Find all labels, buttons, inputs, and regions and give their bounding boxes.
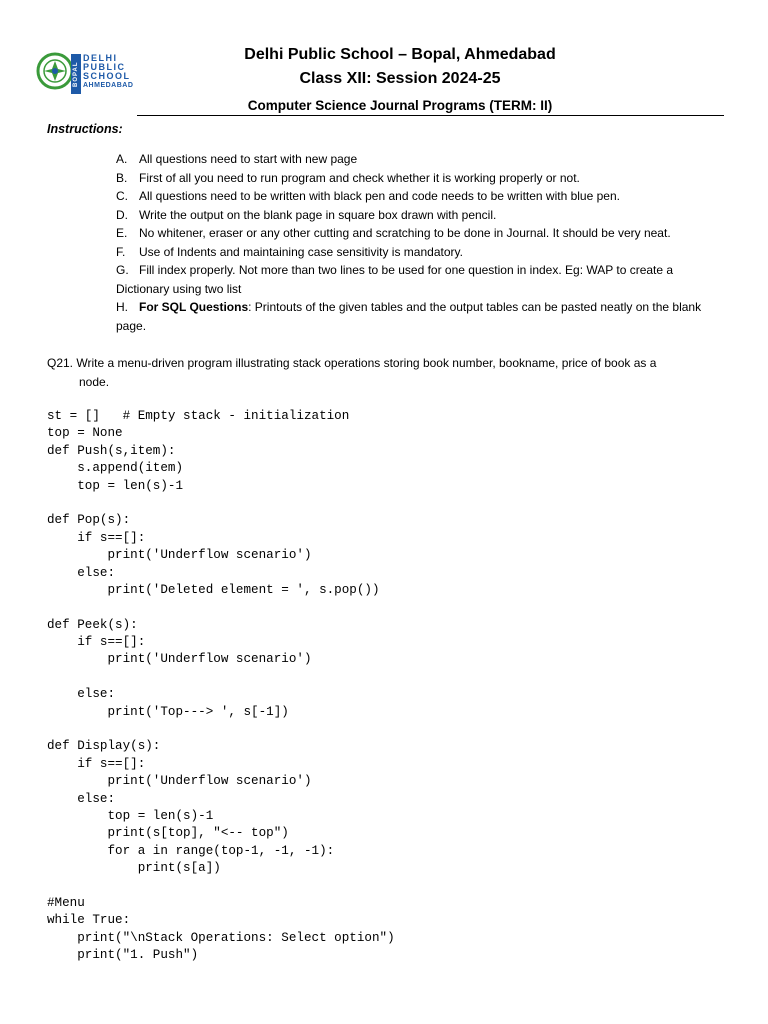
- page-header: [150, 44, 650, 118]
- instruction-letter: B.: [116, 170, 128, 185]
- instruction-letter: F.: [116, 244, 126, 259]
- instruction-text: All questions need to start with new page: [139, 152, 358, 166]
- instruction-text: Write the output on the blank page in square box drawn with pencil.: [139, 207, 497, 222]
- logo-line-2: PUBLIC: [83, 62, 126, 72]
- question-text: [47, 354, 727, 392]
- instruction-letter: A.: [116, 152, 128, 166]
- code-line: print('Underflow scenario'): [47, 548, 312, 563]
- code-line: else:: [47, 687, 116, 702]
- header-divider: [137, 115, 724, 116]
- instruction-letter: H.: [116, 300, 128, 314]
- logo-line-3: SCHOOL: [83, 71, 131, 81]
- document-subtitle: Computer Science Journal Programs (TERM: II): [247, 98, 553, 113]
- code-line: [47, 669, 395, 686]
- class-session: Class XII: Session 2024-25: [299, 70, 501, 87]
- instruction-letter: G.: [116, 263, 129, 277]
- code-line: if s==[]:: [47, 756, 146, 771]
- instruction-text: : Printouts of the given tables and the output tables can be pasted neatly on the blank page.: [116, 300, 702, 333]
- code-line: if s==[]:: [47, 530, 146, 545]
- code-line: def Pop(s):: [47, 513, 131, 528]
- code-line: print(s[a]): [47, 861, 221, 876]
- code-line: print('Deleted element = ', s.pop()): [47, 582, 380, 597]
- instruction-item: [116, 224, 728, 243]
- instruction-text: No whitener, eraser or any other cutting and scratching to be done in Journal. It should be very neat.: [139, 226, 671, 240]
- question-line-1: Q21. Write a menu-driven program illustrating stack operations storing book number, bookname, price of book as a: [47, 356, 657, 370]
- code-line: st = [] # Empty stack - initialization: [47, 409, 350, 423]
- instructions-title: Instructions:: [47, 122, 123, 136]
- code-line: for a in range(top-1, -1, -1):: [47, 843, 335, 858]
- instruction-text: First of all you need to run program and check whether it is working properly or not.: [139, 170, 580, 185]
- code-line: if s==[]:: [47, 635, 146, 650]
- code-line: top = len(s)-1: [47, 478, 184, 493]
- instruction-text: All questions need to be written with black pen and code needs to be written with blue pen.: [139, 189, 620, 203]
- logo-line-1: DELHI: [83, 53, 118, 63]
- emblem-icon: [36, 52, 74, 90]
- code-line: def Display(s):: [47, 739, 161, 754]
- instruction-letter: C.: [116, 189, 128, 203]
- code-line: else:: [47, 565, 116, 580]
- instruction-item: [116, 298, 728, 335]
- code-line: s.append(item): [47, 461, 184, 476]
- code-line: print('Underflow scenario'): [47, 774, 312, 789]
- code-line: else:: [47, 791, 116, 806]
- code-block: [47, 408, 395, 965]
- code-line: while True:: [47, 913, 131, 928]
- instruction-item: [116, 150, 728, 169]
- logo-line-4: AHMEDABAD: [83, 82, 134, 89]
- instruction-text: Use of Indents and maintaining case sensitivity is mandatory.: [139, 244, 463, 259]
- code-line: top = None: [47, 426, 123, 441]
- code-line: #Menu: [47, 895, 85, 910]
- instruction-item: [116, 187, 728, 206]
- instruction-letter: E.: [116, 226, 128, 240]
- school-name: Delhi Public School – Bopal, Ahmedabad: [244, 46, 556, 63]
- instruction-bold-text: For SQL Questions: [139, 300, 249, 314]
- question-line-2: node.: [79, 375, 110, 389]
- code-line: print("1. Push"): [47, 948, 199, 963]
- code-line: print('Top---> ', s[-1]): [47, 704, 289, 719]
- code-line: def Push(s,item):: [47, 443, 176, 458]
- logo-wordmark: [83, 54, 133, 90]
- code-line: print(s[top], "<-- top"): [47, 826, 289, 841]
- instruction-item: [116, 261, 728, 298]
- instruction-text: Fill index properly. Not more than two lines to be used for one question in index. Eg: WAP to create a Dictionary using two list: [116, 263, 674, 296]
- code-line: print('Underflow scenario'): [47, 652, 312, 667]
- code-line: top = len(s)-1: [47, 808, 214, 823]
- school-logo: [36, 48, 136, 98]
- instructions-list: [116, 150, 728, 335]
- code-line: def Peek(s):: [47, 617, 138, 632]
- instruction-item: [116, 169, 728, 188]
- instruction-letter: D.: [116, 207, 128, 222]
- code-line: [47, 721, 395, 738]
- instruction-item: [116, 206, 728, 225]
- logo-vertical-text: BOPAL: [71, 54, 81, 94]
- code-line: [47, 599, 395, 616]
- code-line: [47, 495, 395, 512]
- code-line: print("\nStack Operations: Select option"): [47, 930, 395, 945]
- code-line: [47, 878, 395, 895]
- instruction-item: [116, 243, 728, 262]
